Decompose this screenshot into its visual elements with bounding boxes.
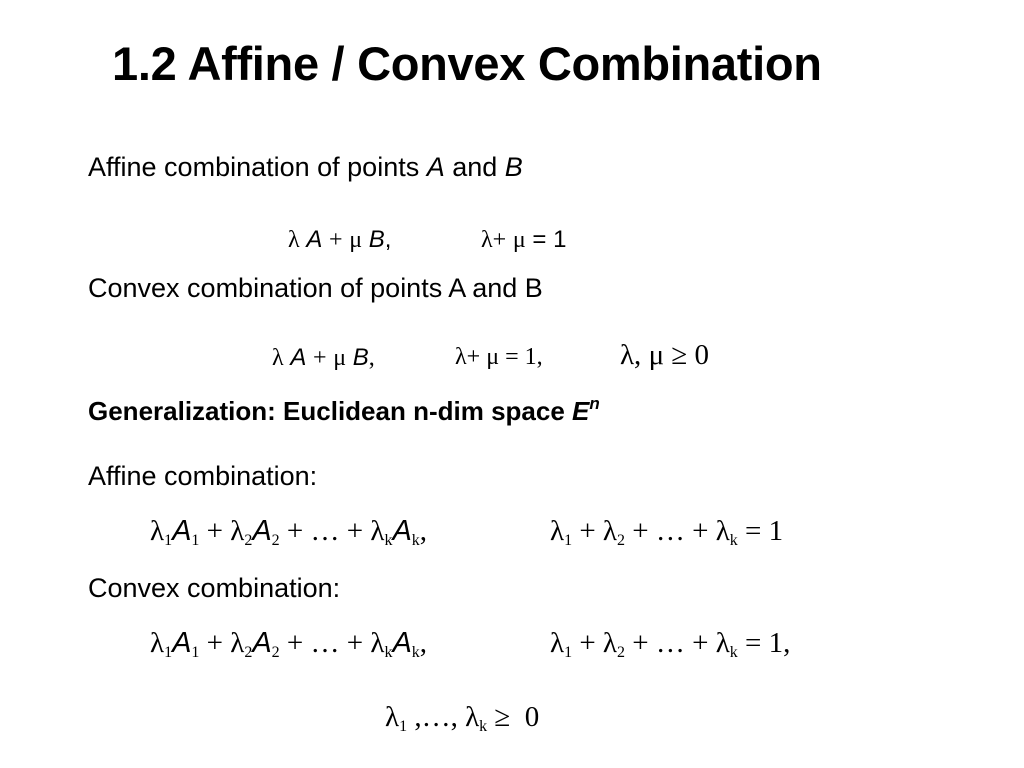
subscript: 1 [564, 532, 573, 549]
lambda-symbol: λ [288, 227, 300, 253]
lambda-symbol: λ [230, 627, 245, 659]
ellipsis: … [655, 515, 685, 547]
mu-symbol: μ [349, 227, 363, 253]
lambda-symbol: λ [602, 627, 617, 659]
convex-general-nonneg [385, 701, 539, 734]
plus-sign: + [313, 345, 327, 371]
lambda-symbol: λ [481, 227, 493, 253]
geq-zero: ≥ 0 [671, 339, 710, 371]
lambda-symbol: λ [550, 627, 565, 659]
subscript: k [729, 532, 738, 549]
plus-sign: + [692, 627, 709, 659]
lambda-symbol: λ [465, 701, 480, 733]
point-a: A [172, 515, 192, 547]
ellipsis: … [310, 515, 340, 547]
subscript: k [479, 718, 488, 735]
subscript: k [384, 532, 393, 549]
convex-general-formula [150, 627, 427, 660]
convex-general-heading: Convex combination: [88, 573, 341, 603]
subscript: 1 [164, 532, 173, 549]
plus-sign: + [206, 515, 224, 547]
subscript: k [411, 532, 420, 549]
ellipsis: … [310, 627, 340, 659]
lambda-symbol: λ [230, 515, 245, 547]
lambda-symbol: λ [272, 345, 284, 371]
lambda-symbol: λ [385, 701, 400, 733]
plus-sign: + [466, 344, 481, 370]
point-b: B [368, 226, 385, 253]
lambda-symbol: λ [602, 515, 617, 547]
plus-sign: + [579, 627, 596, 659]
point-a: A [392, 627, 412, 659]
point-a: A [252, 627, 272, 659]
affine-general-heading: Affine combination: [88, 461, 318, 491]
subscript: k [729, 644, 738, 661]
lambda-symbol: λ, [620, 339, 642, 371]
mu-symbol: μ [333, 345, 347, 371]
point-b-label: B [504, 152, 523, 182]
subscript: 1 [564, 644, 573, 661]
affine-general-formula [150, 515, 427, 548]
subscript: k [411, 644, 420, 661]
subscript: 2 [616, 644, 625, 661]
subscript: 2 [616, 532, 625, 549]
geq-zero: ≥ 0 [494, 701, 540, 733]
generalization-heading [88, 396, 600, 427]
plus-sign: + [206, 627, 224, 659]
subscript: 2 [271, 532, 280, 549]
mu-symbol: μ [648, 339, 665, 371]
convex-ab-nonneg [620, 339, 709, 372]
convex-general-condition [550, 627, 790, 660]
plus-sign: + [632, 515, 649, 547]
plus-sign: + [286, 515, 304, 547]
point-a-label: A [426, 152, 445, 182]
point-a: A [392, 515, 412, 547]
affine-ab-heading-and: and [444, 152, 505, 182]
lambda-symbol: λ [550, 515, 565, 547]
lambda-symbol: λ [150, 627, 165, 659]
comma: , [419, 627, 428, 659]
subscript: 2 [271, 644, 280, 661]
convex-ab-formula [272, 344, 375, 372]
lambda-symbol: λ [715, 627, 730, 659]
plus-sign: + [579, 515, 596, 547]
affine-ab-heading-prefix: Affine combination of points [88, 152, 427, 182]
plus-sign: + [492, 227, 507, 253]
plus-sign: + [286, 627, 304, 659]
point-a: A [306, 226, 323, 253]
equals-one: = 1, [505, 344, 543, 370]
subscript: 1 [191, 532, 200, 549]
equals-one: = 1 [532, 226, 567, 253]
comma: , [419, 515, 428, 547]
subscript: 2 [244, 532, 253, 549]
equals-one: = 1 [745, 515, 784, 547]
lambda-symbol: λ [715, 515, 730, 547]
affine-ab-formula [288, 226, 391, 254]
subscript: 2 [244, 644, 253, 661]
space-symbol: E [572, 396, 590, 426]
mu-symbol: μ [486, 344, 500, 370]
ellipsis: ,…, [414, 701, 458, 733]
convex-ab-heading: Convex combination of points A and B [88, 273, 543, 303]
equals-one: = 1, [745, 627, 791, 659]
lambda-symbol: λ [150, 515, 165, 547]
lambda-symbol: λ [370, 627, 385, 659]
subscript: 1 [191, 644, 200, 661]
affine-general-condition [550, 515, 783, 548]
plus-sign: + [692, 515, 709, 547]
plus-sign: + [632, 627, 649, 659]
plus-sign: + [346, 515, 364, 547]
point-b: B [352, 344, 369, 371]
subscript: 1 [164, 644, 173, 661]
generalization-text: Generalization: Euclidean n-dim space [88, 396, 573, 426]
point-a: A [252, 515, 272, 547]
comma: , [384, 226, 392, 253]
point-a: A [172, 627, 192, 659]
plus-sign: + [346, 627, 364, 659]
subscript: k [384, 644, 393, 661]
lambda-symbol: λ [455, 344, 467, 370]
affine-ab-condition [481, 226, 566, 254]
point-a: A [290, 344, 307, 371]
convex-ab-condition [455, 344, 543, 371]
subscript: 1 [399, 718, 408, 735]
mu-symbol: μ [512, 227, 526, 253]
affine-ab-heading [88, 152, 523, 183]
lambda-symbol: λ [370, 515, 385, 547]
ellipsis: … [655, 627, 685, 659]
space-exponent: n [589, 394, 600, 413]
slide-title: 1.2 Affine / Convex Combination [112, 37, 822, 90]
plus-sign: + [329, 227, 343, 253]
comma: , [368, 345, 375, 371]
